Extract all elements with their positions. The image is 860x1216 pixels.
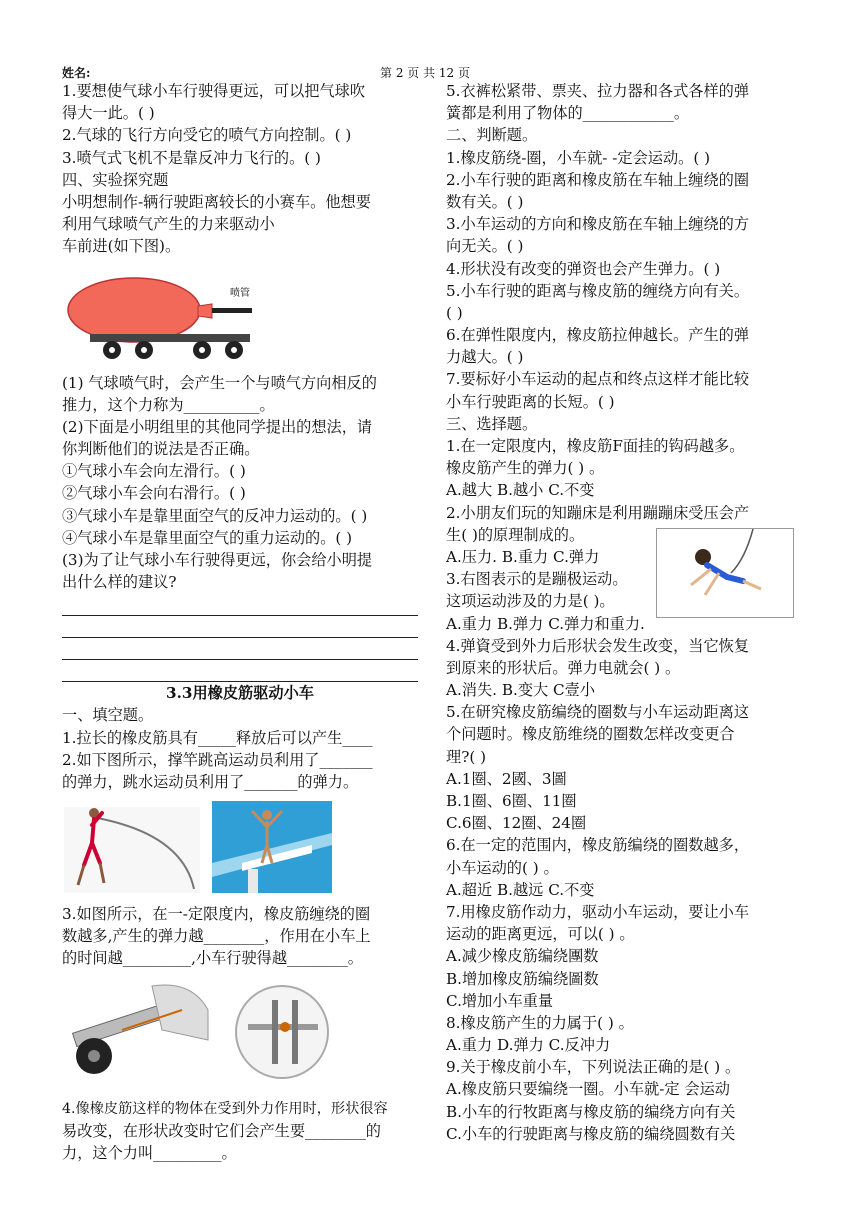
text-line: ④气球小车是靠里面空气的重力运动的。( ) [62,528,353,547]
answer-line[interactable] [62,593,418,615]
text-line: 推力，这个力称为__________。 [62,395,275,414]
text-line: 得大一此。( ) [62,104,155,123]
pole-vault-image [64,807,200,893]
answer-line[interactable] [62,660,418,682]
text-line: 1.拉长的橡皮筋具有_____释放后可以产生____ [62,728,373,747]
text-line: 个问题时。橡皮筋维绕的圈数怎样改变更合 [446,725,735,744]
text-line: 2.小朋友们玩的知蹦床是利用蹦蹦床受压会产 [446,503,750,522]
text-line: 3.小车运动的方向和橡皮筋在车轴上缠绕的方 [446,215,750,234]
option-line: A.重力 B.弹力 C.弹力和重力. [446,614,645,633]
option-line: C.6圈、12圈、24圈 [446,814,587,833]
text-line: 5.衣裤松紧带、票夹、拉力器和各式各样的弹 [446,82,750,100]
text-line: 2.小车行驶的距离和橡皮筋在车轴上缠绕的圈 [446,170,750,189]
section-heading: 二、判断题。 [446,126,538,145]
option-line: B.小车的行牧距离与橡皮筋的编绕方向有关 [446,1102,736,1121]
answer-lines [62,593,418,682]
text-line: ③气球小车是靠里面空气的反冲力运动的。( ) [62,506,368,525]
option-line: A.超近 B.越远 C.不变 [446,880,595,899]
option-line: A.重力 D.弹力 C.反冲力 [446,1036,611,1055]
left-block-e [62,1098,418,1165]
section-heading: 一、填空题。 [62,706,154,725]
left-block-d [62,903,418,970]
text-line: 你判断他们的说法是否正确。 [62,440,260,459]
option-line: B.增加橡皮筋编绕圖数 [446,969,599,988]
text-line: (3)为了让气球小车行驶得更远，你会给小明提 [62,551,373,569]
text-line: 向无关。( ) [446,237,524,256]
section-heading: 四、实验探究题 [62,170,169,189]
option-line: A.消失. B.变大 C壹小 [446,681,596,700]
option-line: A.减少橡皮筋编绕團数 [446,947,599,966]
text-line: ①气球小车会向左滑行。( ) [62,462,246,481]
text-line: 7.用橡皮筋作动力，驱动小车运动，要让小车 [446,902,750,921]
text-line: 橡皮筋产生的弹力( ) 。 [446,459,605,478]
page-number: 第 2 页 共 12 页 [380,66,470,80]
text-line: 的弹力，跳水运动员利用了_______的弹力。 [62,772,359,791]
text-line: 2.如下图所示，撑竿跳高运动员利用了_______ [62,750,373,769]
answer-line[interactable] [62,638,418,660]
text-line: 的时间越_________,小车行驶得越________。 [62,949,363,968]
option-line: A.越大 B.越小 C.不变 [446,481,595,500]
option-line: A.1圈、2國、3圖 [446,769,567,788]
option-line: A.橡皮筋只要编绕一圈。小车就-定 会运动 [446,1080,730,1099]
text-line: (1) 气球喷气时，会产生一个与喷气方向相反的 [62,373,377,392]
text-line: 4.弹資受到外力后形状会发生改变，当它恢复 [446,636,750,655]
text-line: 5.小车行驶的距离与橡皮筋的缠绕方向有关。 [446,281,750,300]
text-line: 3.如图所示，在一-定限度内，橡皮筋缠绕的圈 [62,905,371,924]
text-line: 车前进(如下图)。 [62,237,181,256]
text-line: 生( )的原理制成的。 [446,525,585,544]
text-line: 3.喷气式飞机不是靠反冲力飞行的。( ) [62,148,321,167]
axle-closeup-image [236,986,328,1078]
text-line: 1.要想使气球小车行驶得更远，可以把气球吹 [62,82,366,100]
text-line: 簧都是利用了物体的____________。 [446,104,689,123]
text-line: 理?( ) [446,747,487,766]
option-line: A.压力. B.重力 C.弹力 [446,547,600,566]
left-block-c [62,704,418,793]
text-line: 5.在研究橡皮筋编绕的圈数与小车运动距离这 [446,703,750,722]
text-line: 9.关于橡皮前小车，下列说法正确的是( ) 。 [446,1058,741,1077]
text-line: 4.形状没有改变的弹资也会产生弹力。( ) [446,259,721,278]
text-line: 出什么样的建议? [62,573,177,592]
text-line: (2)下面是小明组里的其他同学提出的想法，请 [62,417,373,436]
balloon-car-figure [62,258,418,372]
left-block-b [62,372,418,594]
text-line: ②气球小车会向右滑行。( ) [62,484,246,503]
text-line: 1.橡皮筋绕-圈，小车就- -定会运动。( ) [446,148,711,167]
text-line: 这项运动涉及的力是( )。 [446,592,615,611]
text-line: 6.在弹性限度内，橡皮筋拉伸越长。产生的弹 [446,326,750,345]
rubber-band-car-figures [62,970,418,1098]
text-line: 力越大。( ) [446,348,524,367]
answer-line[interactable] [62,616,418,638]
text-line: 易改变，在形状改变时它们会产生要________的 [62,1121,381,1140]
option-line: B.1圈、6圈、11圈 [446,792,577,810]
text-line: 小车行驶距离的长短。( ) [446,392,615,411]
text-line: 运动的距离更远，可以( ) 。 [446,925,635,944]
nozzle-label: 喷管 [230,287,250,299]
diving-image [212,801,332,893]
text-line: 4.像橡皮筋这样的物体在受到外力作用时，形状很容 [62,1100,388,1117]
text-line: 7.要标好小车运动的起点和终点这样才能比较 [446,370,750,389]
section-title: 3.3用橡皮筋驱动小车 [166,684,314,703]
text-line: 6.在一定的范围内，橡皮筋编绕的圈数越多， [446,836,750,855]
option-line: C.增加小车重量 [446,991,554,1010]
text-line: 利用气球喷气产生的力来驱动小 [62,215,275,234]
sports-figures [62,793,418,903]
rubber-band-car-image [73,985,208,1074]
text-line: 3.右图表示的是蹦极运动。 [446,570,628,589]
text-line: 数越多,产生的弹力越________，作用在小车上 [62,927,371,946]
left-column [62,80,418,1164]
bungee-figure [656,528,794,618]
text-line: 力，这个力叫_________。 [62,1144,237,1162]
text-line: 小车运动的( ) 。 [446,858,559,877]
text-line: 数有关。( ) [446,192,524,211]
text-line: 2.气球的飞行方向受它的喷气方向控制。( ) [62,126,352,145]
text-line: ( ) [446,303,463,322]
text-line: 到原来的形状后。弹力电就会( ) 。 [446,658,681,677]
section-heading: 三、选择题。 [446,414,538,433]
left-block-a [62,80,418,258]
name-label: 姓名: [62,66,91,80]
text-line: 1.在一定限度内，橡皮筋F面挂的钩码越多。 [446,437,745,455]
option-line: C.小车的行驶距离与橡皮筋的编绕圆数有关 [446,1124,736,1143]
text-line: 小明想制作-辆行驶距离较长的小赛车。他想要 [62,192,371,211]
text-line: 8.橡皮筋产生的力属于( ) 。 [446,1013,634,1032]
